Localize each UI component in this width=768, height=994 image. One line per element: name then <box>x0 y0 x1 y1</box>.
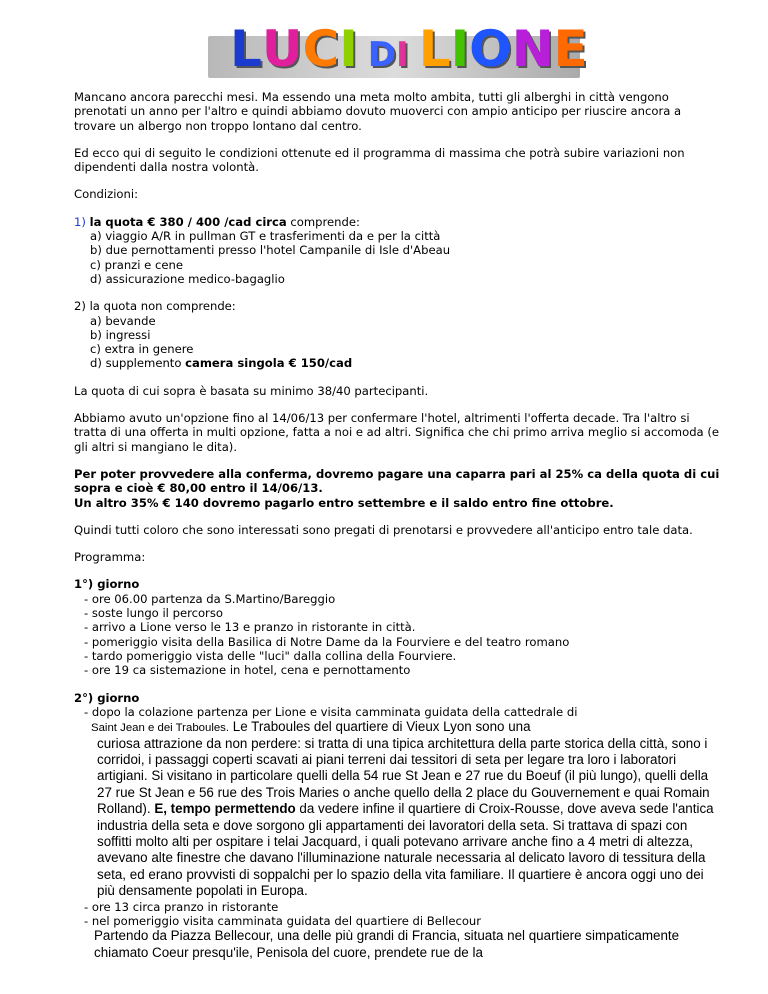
logo-letter: E <box>553 20 588 78</box>
day-2-title: 2°) giorno <box>74 690 140 705</box>
logo-letter: N <box>511 20 554 78</box>
option-paragraph: Abbiamo avuto un'opzione fino al 14/06/13 per confermare l'hotel, altrimenti l'offerta decade. Tra l'altro si tratta di una offerta in multi opzione, fatta a noi e ad altri. Significa che chi primo arriva meglio si accomoda (e gli altri si mangiano le dita). <box>74 411 720 454</box>
program-label: Programma: <box>74 550 146 565</box>
list-item: - dopo la colazione partenza per Lione e visita camminata guidata della cattedrale di <box>84 704 578 719</box>
list-item: - arrivo a Lione verso le 13 e pranzo in ristorante in città. <box>84 620 416 635</box>
logo-letter: D <box>367 35 397 75</box>
list-item: - nel pomeriggio visita camminata guidata del quartiere di Bellecour <box>84 913 482 928</box>
logo-letter: U <box>261 20 303 78</box>
list-item: - soste lungo il percorso <box>84 606 223 621</box>
min-participants: La quota di cui sopra è basata su minimo 38/40 partecipanti. <box>74 383 429 398</box>
logo-space <box>409 20 419 78</box>
quota-bold: la quota € 380 / 400 /cad circa <box>89 214 287 229</box>
traboules-text: curiosa attrazione da non perdere: si tratta di una tipica architettura della parte storica della città, sono i corridoi, i passaggi coperti scavati ai piani terreni dai tessitori di seta per legare tra loro i laboratori artigiani. Si visitano in particolare quelli della 54 rue St Jean e 27 rue du Boeuf (il più lungo), quelli della 27 rue St Jean e 56 rue des Trois Maries o anche quello della 2 place du Gouvernement e quai Romain Rolland). <box>97 735 710 817</box>
list-item: - ore 13 circa pranzo in ristorante <box>84 899 279 914</box>
weather-permitting: E, tempo permettendo <box>150 801 296 817</box>
list-item: d) assicurazione medico-bagaglio <box>90 271 285 286</box>
booking-paragraph: Quindi tutti coloro che sono interessati sono pregati di prenotarsi e provvedere all'anticipo entro tale data. <box>74 522 693 537</box>
conditions-label: Condizioni: <box>74 187 138 202</box>
intro-paragraph-2: Ed ecco qui di seguito le condizioni ottenute ed il programma di massima che potrà subire variazioni non dipendenti dalla nostra volontà. <box>74 145 685 175</box>
list-item: - ore 06.00 partenza da S.Martino/Bareggio <box>84 591 336 606</box>
supplement-prefix: d) supplemento <box>90 356 186 371</box>
condition-2 <box>74 299 724 370</box>
list-item: b) ingressi <box>90 327 151 342</box>
traboules-line <box>84 719 724 735</box>
deposit-paragraph <box>74 467 724 510</box>
list-item <box>90 356 724 370</box>
list-item: a) bevande <box>90 313 156 328</box>
day-2 <box>74 691 724 961</box>
logo-letter: L <box>230 20 262 78</box>
condition-1-rest: comprende: <box>286 214 360 229</box>
traboules-big: Le Traboules del quartiere di Vieux Lyon sono una <box>229 719 531 735</box>
deposit-line-1: Per poter provvedere alla conferma, dovremo pagare una caparra pari al 25% ca della quota di cui sopra e cioè € 80,00 entro il 14/06/13. <box>74 466 720 496</box>
croix-rousse-text: da vedere infine il quartiere di Croix-Rousse, dove aveva sede l'antica industria della seta e dove sorgono gli appartamenti dei lavoratori della seta. Si trattava di spazi con soffitti molto alti per ospitare i telai Jacquard, i quali potevano arrivare anche fino a 4 metri di altezza, avevano alte finestre che davano l'illuminazione naturale necessaria al delicato lavoro di tessitura della seta, ed erano provvisti di soppalchi per lo spazio della vita familiare. Il quartiere è ancora oggi uno dei più densamente popolati in Europa. <box>97 801 714 899</box>
logo-letter: I <box>396 35 409 75</box>
document-body <box>74 90 724 961</box>
deposit-line-2: Un altro 35% € 140 dovremo pagarlo entro settembre e il saldo entro fine ottobre. <box>74 495 614 510</box>
condition-1-title <box>74 215 724 229</box>
traboules-description <box>84 736 724 900</box>
logo-letter: O <box>469 20 512 78</box>
day-1 <box>74 577 724 677</box>
logo-space <box>358 20 368 78</box>
condition-2-title: 2) la quota non comprende: <box>74 299 236 314</box>
list-item: - tardo pomeriggio vista delle "luci" dalla collina della Fourviere. <box>84 648 457 663</box>
logo-letter: C <box>302 20 340 78</box>
list-item: c) pranzi e cene <box>90 257 183 272</box>
list-item: b) due pernottamenti presso l'hotel Campanile di Isle d'Abeau <box>90 243 451 258</box>
list-item: - ore 19 ca sistemazione in hotel, cena e pernottamento <box>84 663 411 678</box>
list-item: - pomeriggio visita della Basilica di Notre Dame da la Fourviere e del teatro romano <box>84 634 570 649</box>
bellecour-text: Partendo da Piazza Bellecour, una delle più grandi di Francia, situata nel quartiere simpaticamente chiamato Coeur presqu'ile, Penisola del cuore, prendete rue de la <box>94 928 680 960</box>
logo-wordart <box>230 20 588 80</box>
intro-paragraph: Mancano ancora parecchi mesi. Ma essendo una meta molto ambita, tutti gli alberghi in città vengono prenotati un anno per l'altro e quindi abbiamo dovuto muoverci con ampio anticipo per riuscire ancora a trovare un albergo non troppo lontano dal centro. <box>74 90 682 133</box>
list-item: c) extra in genere <box>90 342 194 357</box>
logo-letter: I <box>339 20 358 78</box>
condition-number: 1) <box>74 214 90 229</box>
traboules-small: Saint Jean e dei Traboules. <box>91 722 230 735</box>
condition-1 <box>74 215 724 286</box>
logo-letter: I <box>450 20 470 78</box>
logo-luci-di-lione <box>208 18 588 80</box>
supplement-bold: camera singola € 150/cad <box>185 356 353 371</box>
list-item: a) viaggio A/R in pullman GT e trasferimenti da e per la città <box>90 229 441 244</box>
logo-letter: L <box>418 20 451 78</box>
day-1-title: 1°) giorno <box>74 577 140 592</box>
